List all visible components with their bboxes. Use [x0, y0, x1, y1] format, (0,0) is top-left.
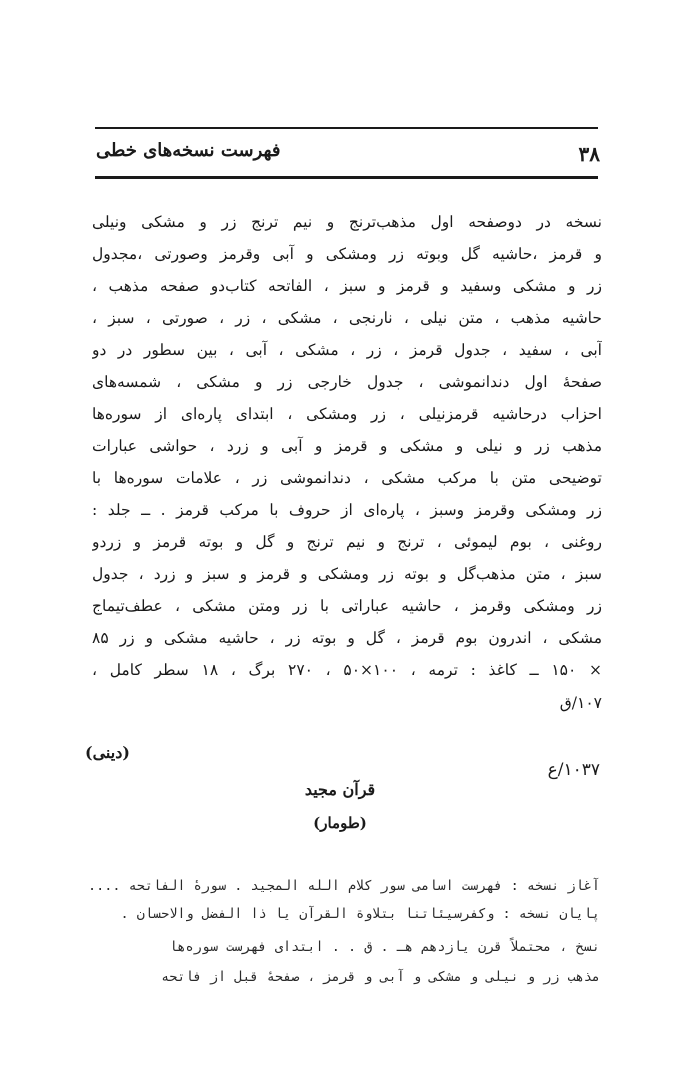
text-line: توضیحی متن با مرکب مشکی ، دندانموشی زر ، علامات سوره‌ها با — [92, 469, 602, 487]
page-number: ۳۸ — [578, 142, 600, 166]
text-line: مشکی ، اندرون بوم قرمز ، گل و بوته زر ، حاشیه مشکی و زر ۸۵ — [92, 629, 602, 647]
running-title: فهرست نسخه‌های خطی — [96, 140, 281, 161]
detail-incipit: آغاز نسخه : فهرست اسامی سور کلام الله المجید . سوره‌ٔ الفاتحه .... — [87, 878, 600, 894]
text-line: × ۱۵۰ ــ کاغذ : ترمه ، ۱۰۰×۵۰ ، ۲۷۰ برگ ، ۱۸ سطر کامل ، — [92, 661, 602, 679]
entry-number: ۱۰۳۷/ع — [547, 760, 600, 780]
text-line: صفحه‌ٔ اول دندانموشی ، جدول خارجی زر و مشکی ، شمسه‌های — [92, 373, 602, 391]
text-line: ۱۰۷/ق — [559, 694, 602, 712]
work-title: قرآن مجید — [304, 780, 376, 799]
header-rule-top — [95, 127, 598, 129]
text-line: زر و مشکی وسفید و قرمز و سبز ، الفاتحه کتاب‌دو صفحه مذهب ، — [92, 277, 602, 295]
text-line: زر ومشکی وقرمز ، حاشیه عباراتی با زر ومتن مشکی ، عطف‌تیماج — [92, 597, 602, 615]
detail-line: مذهب زر و نیلی و مشکی و آبی و قرمز ، صفحه‌ٔ قبل از فاتحه — [161, 969, 600, 985]
text-line: سبز ، متن مذهب‌گل و بوته زر ومشکی و قرمز و سبز و زرد ، جدول — [92, 565, 602, 583]
detail-line: نسخ ، محتملاً قرن یازدهم هـ . ق . . ابتدای فهرست سوره‌ها — [169, 939, 600, 955]
text-line: روغنی ، بوم لیموئی ، ترنج و نیم ترنج و گل و بوته قرمز و زردو — [92, 533, 602, 551]
text-line: نسخه در دوصفحه اول مذهب‌ترنج و نیم ترنج زر و مشکی ونیلی — [92, 213, 602, 231]
text-line: احزاب درحاشیه قرمزنیلی ، زر ومشکی ، ابتدای پاره‌ای از سوره‌ها — [92, 405, 602, 423]
header-rule-bottom — [95, 176, 598, 179]
text-line: و قرمز ،حاشیه گل وبوته زر ومشکی و آبی وقرمز وصورتی ،مجدول — [92, 245, 602, 263]
text-line: زر ومشکی وقرمز وسبز ، پاره‌ای از حروف با مرکب قرمز . ــ جلد : — [92, 501, 602, 519]
work-form: (طومار) — [313, 814, 367, 832]
text-line: حاشیه مذهب ، متن نیلی ، نارنجی ، مشکی ، زر ، صورتی ، سبز ، — [92, 309, 602, 327]
entry-category: (دینی) — [85, 743, 130, 762]
text-line: آبی ، سفید ، جدول قرمز ، زر ، مشکی ، آبی ، بین سطور در دو — [92, 341, 602, 359]
text-line: مذهب زر و نیلی و مشکی و قرمز و آبی و زرد ، حواشی عبارات — [92, 437, 602, 455]
detail-explicit: پایان نسخه : وکفرسیئاتنا بتلاوة القرآن یا ذا الفضل والاحسان . — [120, 906, 600, 922]
